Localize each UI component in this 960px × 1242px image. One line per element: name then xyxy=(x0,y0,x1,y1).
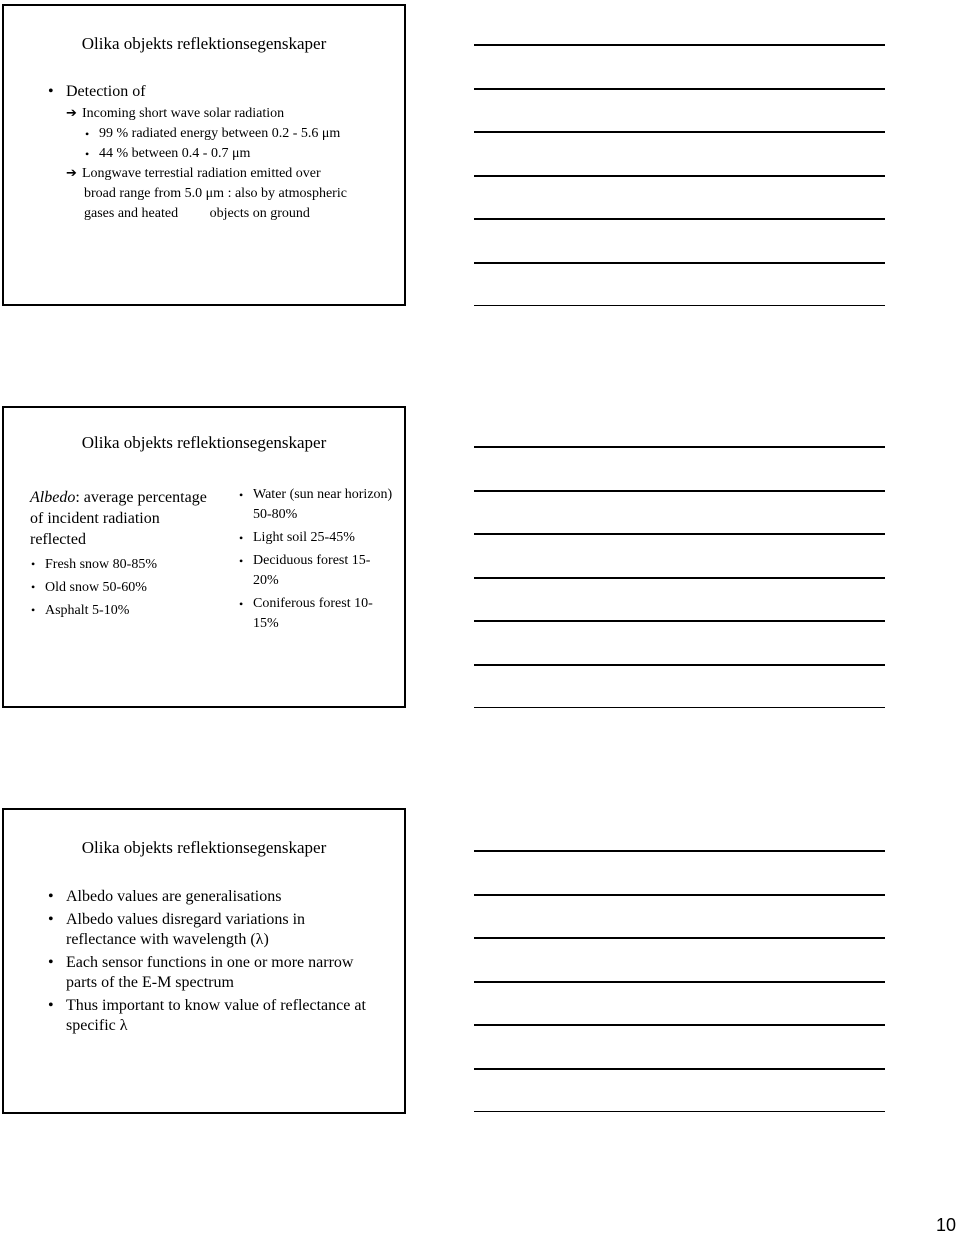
list-item: • Albedo values are generalisations xyxy=(46,887,366,907)
note-line xyxy=(474,305,885,306)
slide-3 xyxy=(2,808,406,1114)
slide-2 xyxy=(2,406,406,708)
list-item: • Detection of xyxy=(46,82,396,102)
sub-list xyxy=(66,124,396,164)
left-column xyxy=(30,487,208,622)
list-item: • 44 % between 0.4 - 0.7 μm xyxy=(84,144,396,164)
list-item: • Light soil 25-45% xyxy=(238,528,394,548)
right-column xyxy=(238,485,394,634)
arrow-item-continuation: broad range from 5.0 μm : also by atmospheric xyxy=(84,186,347,201)
list-item: • 99 % radiated energy between 0.2 - 5.6 μm xyxy=(84,124,396,144)
list-item: • Thus important to know value of reflectance at specific λ xyxy=(46,996,366,1036)
list-item: • Deciduous forest 15-20% xyxy=(238,551,394,591)
bullet-list xyxy=(46,887,366,1036)
list-item: • Coniferous forest 10-15% xyxy=(238,594,394,634)
list-item: • Fresh snow 80-85% xyxy=(30,553,208,576)
list-item: • Asphalt 5-10% xyxy=(30,599,208,622)
note-line xyxy=(474,620,885,622)
arrow-item-continuation: gases and heated objects on ground xyxy=(84,206,310,221)
note-line xyxy=(474,44,885,46)
note-line xyxy=(474,446,885,448)
arrow-item: ➔ Incoming short wave solar radiation xyxy=(66,104,396,124)
slide-title: Olika objekts reflektionsegenskaper xyxy=(81,838,327,857)
bullet-list xyxy=(30,553,208,622)
right-arrow-icon: ➔ xyxy=(66,106,77,121)
note-line xyxy=(474,1068,885,1070)
list-item: • Old snow 50-60% xyxy=(30,576,208,599)
note-line xyxy=(474,131,885,133)
bullet-list xyxy=(46,82,396,102)
arrow-list xyxy=(66,104,396,224)
note-line xyxy=(474,262,885,264)
slide-title: Olika objekts reflektionsegenskaper xyxy=(81,433,327,452)
note-line xyxy=(474,218,885,220)
note-line xyxy=(474,707,885,708)
list-item: • Albedo values disregard variations in reflectance with wavelength (λ) xyxy=(46,910,366,950)
note-line xyxy=(474,533,885,535)
slide-title: Olika objekts reflektionsegenskaper xyxy=(81,34,327,53)
list-item: • Each sensor functions in one or more narrow parts of the E-M spectrum xyxy=(46,953,366,993)
note-line xyxy=(474,175,885,177)
note-line xyxy=(474,664,885,666)
note-line xyxy=(474,981,885,983)
note-line xyxy=(474,1111,885,1112)
arrow-item: ➔ Longwave terrestial radiation emitted over xyxy=(66,164,396,184)
note-line xyxy=(474,88,885,90)
note-line xyxy=(474,937,885,939)
albedo-definition: Albedo: average percentage of incident radiation reflected xyxy=(30,489,207,548)
note-line xyxy=(474,1024,885,1026)
list-item: • Water (sun near horizon) 50-80% xyxy=(238,485,394,525)
slide-1 xyxy=(2,4,406,306)
note-line xyxy=(474,577,885,579)
page-number: 10 xyxy=(935,1215,956,1235)
note-line xyxy=(474,850,885,852)
note-line xyxy=(474,894,885,896)
right-arrow-icon: ➔ xyxy=(66,166,77,181)
note-line xyxy=(474,490,885,492)
